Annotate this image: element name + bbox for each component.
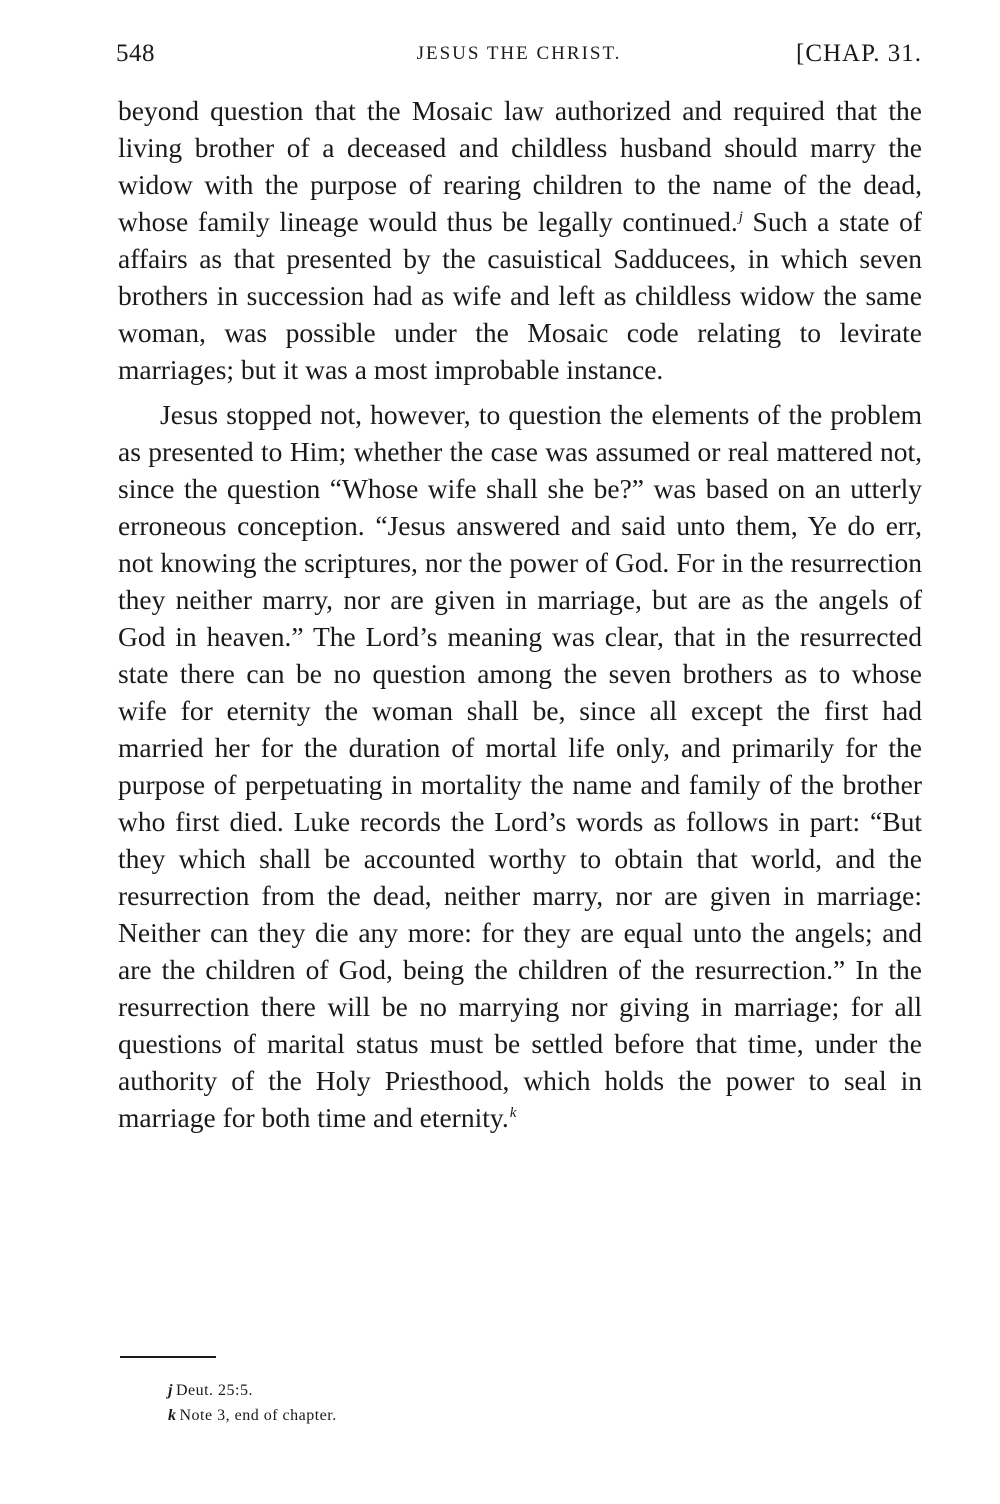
footnotes [168, 1378, 768, 1428]
footnote-k [168, 1403, 768, 1428]
paragraph-1-text-b: Such a state of affairs as that presented by the casuistical Sadducees, in which seven brothers in succession had as wife and left as childless widow the same woman, was possible under the Mosaic code relating to levirate marriages; but it was a most improbable instance. [118, 206, 922, 385]
footnote-mark-j: j [168, 1382, 173, 1399]
footnote-divider [120, 1356, 216, 1358]
body-text [118, 92, 922, 1136]
footnote-j [168, 1378, 768, 1403]
book-title: JESUS THE CHRIST. [416, 43, 622, 64]
paragraph-1-text-a: beyond question that the Mosaic law authorized and required that the living brother of a deceased and childless husband should marry the widow with the purpose of rearing children to the name of the dead, whose family lineage would thus be legally continued. [118, 95, 922, 237]
footnote-mark-k: k [168, 1407, 177, 1424]
footnote-ref-j[interactable]: j [738, 209, 743, 225]
footnote-text-j: Deut. 25:5. [175, 1382, 253, 1399]
chapter-label: [CHAP. 31. [796, 40, 922, 67]
paragraph-2 [118, 396, 922, 1136]
page-number: 548 [116, 40, 155, 67]
footnote-ref-k[interactable]: k [509, 1105, 517, 1121]
paragraph-1 [118, 92, 922, 388]
paragraph-2-text: Jesus stopped not, however, to question the elements of the problem as presented to Him; whether the case was assumed or real mattered not, since the question “Whose wife shall she be?” was based on an utterly erroneous conception. “Jesus answered and said unto them, Ye do err, not knowing the scriptures, nor the power of God. For in the resurrection they neither marry, nor are given in marriage, but are as the angels of God in heaven.” The Lord’s meaning was clear, that in the resurrected state there can be no question among the seven brothers as to whose wife for eternity the woman shall be, since all except the first had married her for the duration of mortal life only, and primarily for the purpose of perpetuating in mortality the name and family of the brother who first died. Luke records the Lord’s words as follows in part: “But they which shall be accounted worthy to obtain that world, and the resurrection from the dead, neither marry, nor are given in marriage: Neither can they die any more: for they are equal unto the angels; and are the children of God, being the children of the resurrection.” In the resurrection there will be no marrying nor giving in marriage; for all questions of marital status must be settled before that time, under the authority of the Holy Priesthood, which holds the power to seal in marriage for both time and eternity. [118, 399, 922, 1133]
running-head [116, 34, 922, 74]
footnote-text-k: Note 3, end of chapter. [179, 1407, 337, 1424]
